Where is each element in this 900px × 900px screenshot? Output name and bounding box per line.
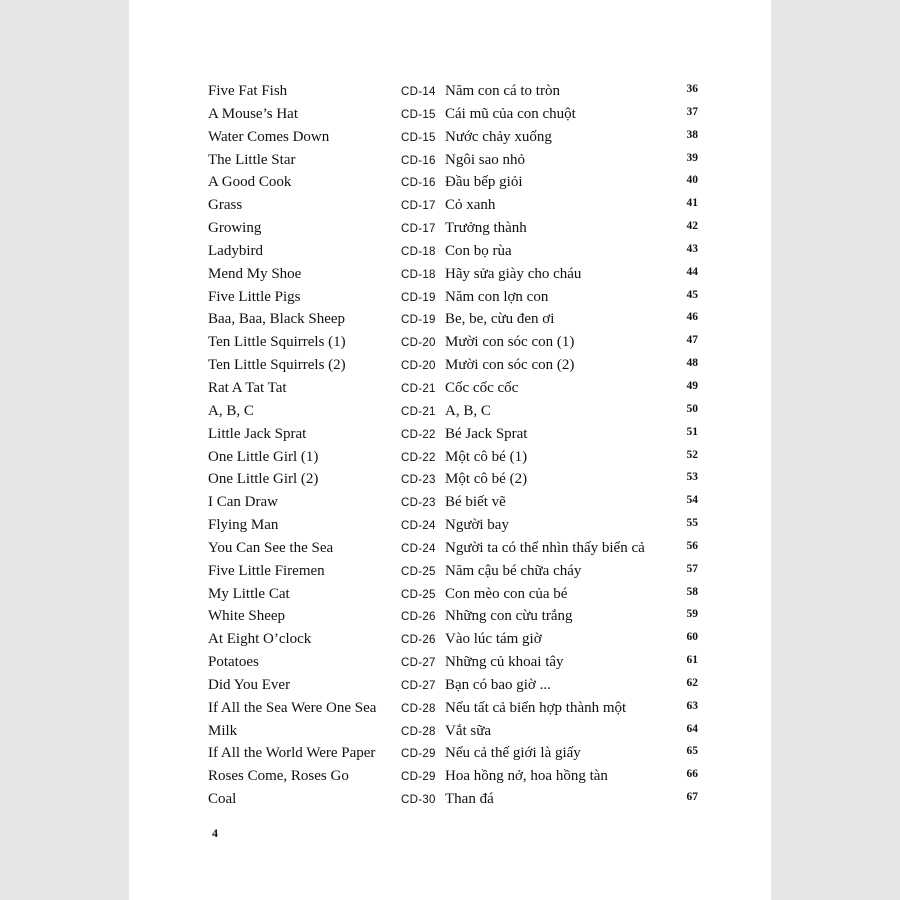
book-page bbox=[129, 0, 771, 900]
cd-track: CD-20 bbox=[401, 337, 436, 350]
cd-track: CD-14 bbox=[401, 86, 436, 98]
cd-track: CD-23 bbox=[401, 474, 436, 487]
toc-entry bbox=[208, 400, 698, 423]
cd-track: CD-25 bbox=[401, 565, 436, 578]
toc-entry bbox=[208, 149, 698, 172]
entry-page-number: 57 bbox=[686, 562, 698, 575]
toc-entry bbox=[208, 377, 698, 400]
english-title: Rat A Tat Tat bbox=[208, 379, 287, 396]
toc-entry bbox=[208, 194, 698, 217]
entry-page-number: 58 bbox=[686, 585, 698, 598]
cd-track: CD-18 bbox=[401, 245, 436, 258]
cd-track: CD-29 bbox=[401, 748, 436, 761]
entry-page-number: 53 bbox=[686, 471, 698, 484]
vietnamese-title: Những củ khoai tây bbox=[445, 654, 564, 671]
cd-track: CD-25 bbox=[401, 588, 436, 601]
entry-page-number: 51 bbox=[686, 425, 698, 438]
entry-page-number: 66 bbox=[686, 768, 698, 781]
cd-track: CD-16 bbox=[401, 177, 436, 190]
toc-entry bbox=[208, 354, 698, 377]
cd-track: CD-19 bbox=[401, 291, 436, 304]
vietnamese-title: Cốc cốc cốc bbox=[445, 379, 519, 396]
english-title: I Can Draw bbox=[208, 494, 278, 511]
vietnamese-title: Than đá bbox=[445, 791, 494, 808]
english-title: Ten Little Squirrels (2) bbox=[208, 357, 346, 374]
entry-page-number: 47 bbox=[686, 334, 698, 347]
english-title: Did You Ever bbox=[208, 676, 291, 693]
english-title: White Sheep bbox=[208, 608, 286, 625]
entry-page-number: 50 bbox=[686, 402, 698, 415]
vietnamese-title: Một cô bé (1) bbox=[445, 448, 528, 465]
vietnamese-title: Mười con sóc con (2) bbox=[445, 357, 575, 374]
english-title: Five Little Firemen bbox=[208, 562, 325, 579]
vietnamese-title: Nước chảy xuống bbox=[445, 128, 552, 145]
toc-entry bbox=[208, 765, 698, 788]
english-title: One Little Girl (1) bbox=[208, 448, 319, 465]
vietnamese-title: Nếu cả thế giới là giấy bbox=[445, 745, 581, 762]
english-title: Grass bbox=[208, 197, 243, 214]
vietnamese-title: Năm con cá to tròn bbox=[445, 83, 560, 99]
toc-entry bbox=[208, 583, 698, 606]
entry-page-number: 40 bbox=[686, 174, 698, 187]
vietnamese-title: Vắt sữa bbox=[445, 722, 492, 739]
english-title: One Little Girl (2) bbox=[208, 471, 319, 488]
cd-track: CD-28 bbox=[401, 702, 436, 715]
vietnamese-title: Nếu tất cả biển hợp thành một bbox=[445, 699, 627, 716]
english-title: Potatoes bbox=[208, 654, 259, 671]
toc-entry bbox=[208, 674, 698, 697]
entry-page-number: 43 bbox=[686, 242, 698, 255]
entry-page-number: 64 bbox=[686, 722, 698, 735]
vietnamese-title: Hoa hồng nở, hoa hồng tàn bbox=[445, 768, 608, 785]
english-title: You Can See the Sea bbox=[208, 539, 334, 556]
vietnamese-title: Mười con sóc con (1) bbox=[445, 334, 575, 351]
cd-track: CD-22 bbox=[401, 451, 436, 464]
entry-page-number: 59 bbox=[686, 608, 698, 621]
entry-page-number: 36 bbox=[686, 83, 698, 95]
vietnamese-title: Một cô bé (2) bbox=[445, 471, 528, 488]
entry-page-number: 39 bbox=[686, 151, 698, 164]
toc-entry bbox=[208, 217, 698, 240]
entry-page-number: 42 bbox=[686, 220, 698, 233]
entry-page-number: 52 bbox=[686, 448, 698, 461]
entry-page-number: 65 bbox=[686, 745, 698, 758]
page-number: 4 bbox=[212, 826, 218, 840]
vietnamese-title: Cỏ xanh bbox=[445, 197, 496, 214]
english-title: Mend My Shoe bbox=[208, 265, 302, 282]
entry-page-number: 45 bbox=[686, 288, 698, 301]
vietnamese-title: Trưởng thành bbox=[445, 220, 527, 237]
cd-track: CD-21 bbox=[401, 405, 436, 418]
english-title: Water Comes Down bbox=[208, 128, 330, 145]
cd-track: CD-21 bbox=[401, 382, 436, 395]
toc-entry bbox=[208, 331, 698, 354]
toc-entry bbox=[208, 720, 698, 743]
toc-entry bbox=[208, 80, 698, 103]
cd-track: CD-17 bbox=[401, 223, 436, 236]
toc-entry bbox=[208, 651, 698, 674]
vietnamese-title: Năm con lợn con bbox=[445, 288, 549, 305]
cd-track: CD-23 bbox=[401, 497, 436, 510]
english-title: Ten Little Squirrels (1) bbox=[208, 334, 346, 351]
entry-page-number: 56 bbox=[686, 539, 698, 552]
cd-track: CD-15 bbox=[401, 131, 436, 144]
toc-entry bbox=[208, 263, 698, 286]
english-title: At Eight O’clock bbox=[208, 631, 312, 648]
entry-page-number: 63 bbox=[686, 699, 698, 712]
english-title: Flying Man bbox=[208, 517, 279, 534]
cd-track: CD-19 bbox=[401, 314, 436, 327]
cd-track: CD-17 bbox=[401, 200, 436, 213]
toc-entry bbox=[208, 423, 698, 446]
english-title: A, B, C bbox=[208, 402, 254, 419]
vietnamese-title: Con mèo con của bé bbox=[445, 585, 568, 602]
toc-entry bbox=[208, 628, 698, 651]
vietnamese-title: Be, be, cừu đen ơi bbox=[445, 311, 555, 328]
toc-entry bbox=[208, 103, 698, 126]
cd-track: CD-26 bbox=[401, 634, 436, 647]
toc-entry bbox=[208, 308, 698, 331]
vietnamese-title: Bạn có bao giờ ... bbox=[445, 676, 551, 693]
english-title: Baa, Baa, Black Sheep bbox=[208, 311, 346, 328]
english-title: Milk bbox=[208, 722, 238, 739]
vietnamese-title: Bé biết vẽ bbox=[445, 494, 506, 511]
vietnamese-title: Đầu bếp giỏi bbox=[445, 174, 523, 191]
entry-page-number: 48 bbox=[686, 357, 698, 370]
cd-track: CD-22 bbox=[401, 428, 436, 441]
entry-page-number: 41 bbox=[686, 197, 698, 210]
vietnamese-title: Người ta có thể nhìn thấy biển cả bbox=[445, 539, 645, 556]
vietnamese-title: Người bay bbox=[445, 517, 509, 534]
english-title: Roses Come, Roses Go bbox=[208, 768, 349, 785]
toc-entry bbox=[208, 468, 698, 491]
vietnamese-title: Những con cừu trắng bbox=[445, 608, 573, 625]
cd-track: CD-29 bbox=[401, 771, 436, 784]
entry-page-number: 60 bbox=[686, 631, 698, 644]
vietnamese-title: Hãy sửa giày cho cháu bbox=[445, 265, 582, 282]
english-title: My Little Cat bbox=[208, 585, 290, 602]
toc-entry bbox=[208, 491, 698, 514]
entry-page-number: 49 bbox=[686, 379, 698, 392]
vietnamese-title: Năm cậu bé chữa cháy bbox=[445, 562, 582, 579]
cd-track: CD-26 bbox=[401, 611, 436, 624]
english-title: Coal bbox=[208, 791, 237, 808]
english-title: A Mouse’s Hat bbox=[208, 105, 298, 122]
entry-page-number: 67 bbox=[686, 791, 698, 804]
toc-entry bbox=[208, 286, 698, 309]
entry-page-number: 55 bbox=[686, 517, 698, 530]
toc-entry bbox=[208, 126, 698, 149]
vietnamese-title: Ngôi sao nhỏ bbox=[445, 151, 525, 168]
toc-entry bbox=[208, 742, 698, 765]
entry-page-number: 61 bbox=[686, 654, 698, 667]
cd-track: CD-20 bbox=[401, 360, 436, 373]
cd-track: CD-18 bbox=[401, 268, 436, 281]
toc-entry bbox=[208, 446, 698, 469]
vietnamese-title: Vào lúc tám giờ bbox=[445, 631, 542, 648]
vietnamese-title: Con bọ rùa bbox=[445, 242, 512, 259]
cd-track: CD-27 bbox=[401, 679, 436, 692]
english-title: A Good Cook bbox=[208, 174, 292, 191]
vietnamese-title: A, B, C bbox=[445, 402, 491, 419]
entry-page-number: 54 bbox=[686, 494, 698, 507]
vietnamese-title: Bé Jack Sprat bbox=[445, 425, 528, 442]
cd-track: CD-15 bbox=[401, 108, 436, 121]
english-title: Ladybird bbox=[208, 242, 263, 259]
english-title: Five Fat Fish bbox=[208, 83, 288, 99]
cd-track: CD-16 bbox=[401, 154, 436, 167]
english-title: Five Little Pigs bbox=[208, 288, 301, 305]
vietnamese-title: Cái mũ của con chuột bbox=[445, 105, 576, 122]
toc-entry bbox=[208, 537, 698, 560]
toc-entry bbox=[208, 171, 698, 194]
cd-track: CD-28 bbox=[401, 725, 436, 738]
cd-track: CD-24 bbox=[401, 520, 436, 533]
toc-entry bbox=[208, 514, 698, 537]
english-title: The Little Star bbox=[208, 151, 296, 168]
cd-track: CD-27 bbox=[401, 657, 436, 670]
english-title: If All the Sea Were One Sea bbox=[208, 699, 377, 716]
table-of-contents bbox=[208, 80, 698, 811]
entry-page-number: 46 bbox=[686, 311, 698, 324]
toc-entry bbox=[208, 560, 698, 583]
entry-page-number: 37 bbox=[686, 105, 698, 118]
english-title: Little Jack Sprat bbox=[208, 425, 307, 442]
entry-page-number: 62 bbox=[686, 676, 698, 689]
entry-page-number: 38 bbox=[686, 128, 698, 141]
toc-entry bbox=[208, 788, 698, 811]
english-title: If All the World Were Paper bbox=[208, 745, 376, 762]
entry-page-number: 44 bbox=[686, 265, 698, 278]
toc-entry bbox=[208, 697, 698, 720]
toc-entry bbox=[208, 605, 698, 628]
cd-track: CD-30 bbox=[401, 794, 436, 807]
toc-entry bbox=[208, 240, 698, 263]
english-title: Growing bbox=[208, 220, 262, 237]
cd-track: CD-24 bbox=[401, 542, 436, 555]
